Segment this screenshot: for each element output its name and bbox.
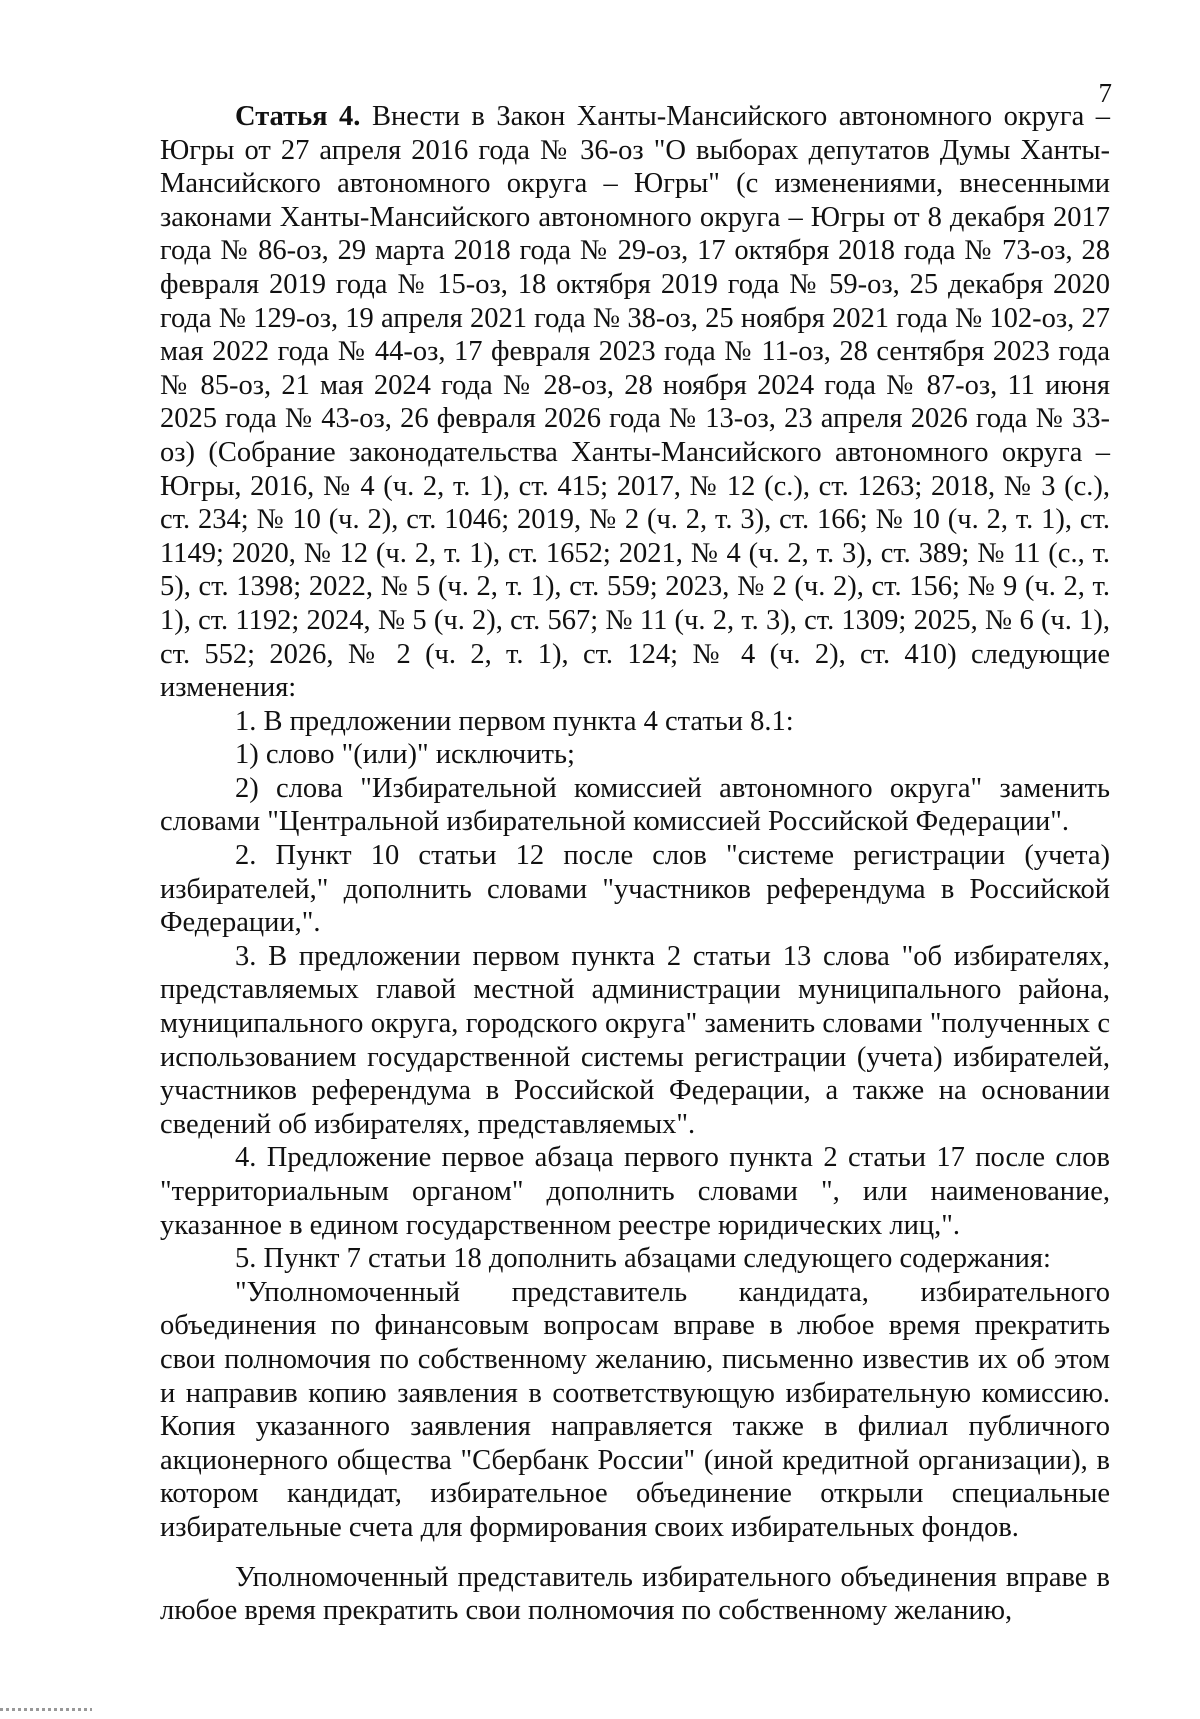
- page-number: 7: [1098, 78, 1112, 108]
- paragraph-item-1: 1. В предложении первом пункта 4 статьи 8.1:: [235, 705, 794, 737]
- article-intro-paragraph: [160, 100, 1110, 705]
- article-title: Статья 4.: [235, 101, 361, 132]
- paragraph-subitem-1: 1) слово "(или)" исключить;: [235, 739, 575, 771]
- document-body: [160, 100, 1110, 1628]
- paragraph-subitem-2: 2) слова "Избирательной комиссией автономного округа" заменить словами "Центральной избирательной комиссией Российской Федерации".: [160, 772, 1110, 838]
- paragraph-item-4: 4. Предложение первое абзаца первого пункта 2 статьи 17 после слов "территориальным органом" дополнить словами ", или наименование, указанное в едином государственном реестре юридических лиц,".: [160, 1142, 1110, 1241]
- paragraph-item-2: 2. Пункт 10 статьи 12 после слов "системе регистрации (учета) избирателей," дополнить словами "участников референдума в Российской Федерации,".: [160, 840, 1110, 939]
- scan-edge-mark: [0, 1708, 92, 1711]
- paragraph-item-3: 3. В предложении первом пункта 2 статьи 13 слова "об избирателях, представляемых главой местной администрации муниципального района, муниципального округа, городского округа" заменить словами "полученных с использованием государственной системы регистрации (учета) избирателей, участников референдума в Российской Федерации, а также на основании сведений об избирателях, представляемых".: [160, 940, 1110, 1140]
- paragraph-item-5: 5. Пункт 7 статьи 18 дополнить абзацами следующего содержания:: [235, 1243, 1051, 1275]
- quoted-paragraph-1: "Уполномоченный представитель кандидата, избирательного объединения по финансовым вопросам вправе в любое время прекратить свои полномочия по собственному желанию, письменно известив их об этом и направив копию заявления в соответствующую избирательную комиссию. Копия указанного заявления направляется также в филиал публичного акционерного общества "Сбербанк России" (иной кредитной организации), в котором кандидат, избирательное объединение открыли специальные избирательные счета для формирования своих избирательных фондов.: [160, 1276, 1110, 1543]
- quoted-paragraph-2: Уполномоченный представитель избирательного объединения вправе в любое время прекратить свои полномочия по собственному желанию,: [160, 1561, 1110, 1627]
- article-intro-text: Внести в Закон Ханты-Мансийского автономного округа – Югры от 27 апреля 2016 года № 36-оз "О выборах депутатов Думы Ханты-Мансийского автономного округа – Югры" (с изменениями, внесенными законами Ханты-Мансийского автономного округа – Югры от 8 декабря 2017 года № 86-оз, 29 марта 2018 года № 29-оз, 17 октября 2018 года № 73-оз, 28 февраля 2019 года № 15-оз, 18 октября 2019 года № 59-оз, 25 декабря 2020 года № 129-оз, 19 апреля 2021 года № 38-оз, 25 ноября 2021 года № 102-оз, 27 мая 2022 года № 44-оз, 17 февраля 2023 года № 11-оз, 28 сентября 2023 года № 85-оз, 21 мая 2024 года № 28-оз, 28 ноября 2024 года № 87-оз, 11 июня 2025 года № 43-оз, 26 февраля 2026 года № 13-оз, 23 апреля 2026 года № 33-оз) (Собрание законодательства Ханты-Мансийского автономного округа – Югры, 2016, № 4 (ч. 2, т. 1), ст. 415; 2017, № 12 (с.), ст. 1263; 2018, № 3 (с.), ст. 234; № 10 (ч. 2), ст. 1046; 2019, № 2 (ч. 2, т. 3), ст. 166; № 10 (ч. 2, т. 1), ст. 1149; 2020, № 12 (ч. 2, т. 1), ст. 1652; 2021, № 4 (ч. 2, т. 3), ст. 389; № 11 (с., т. 5), ст. 1398; 2022, № 5 (ч. 2, т. 1), ст. 559; 2023, № 2 (ч. 2), ст. 156; № 9 (ч. 2, т. 1), ст. 1192; 2024, № 5 (ч. 2), ст. 567; № 11 (ч. 2, т. 3), ст. 1309; 2025, № 6 (ч. 1), ст. 552; 2026, № 2 (ч. 2, т. 1), ст. 124; № 4 (ч. 2), ст. 410) следующие изменения:: [160, 101, 1110, 704]
